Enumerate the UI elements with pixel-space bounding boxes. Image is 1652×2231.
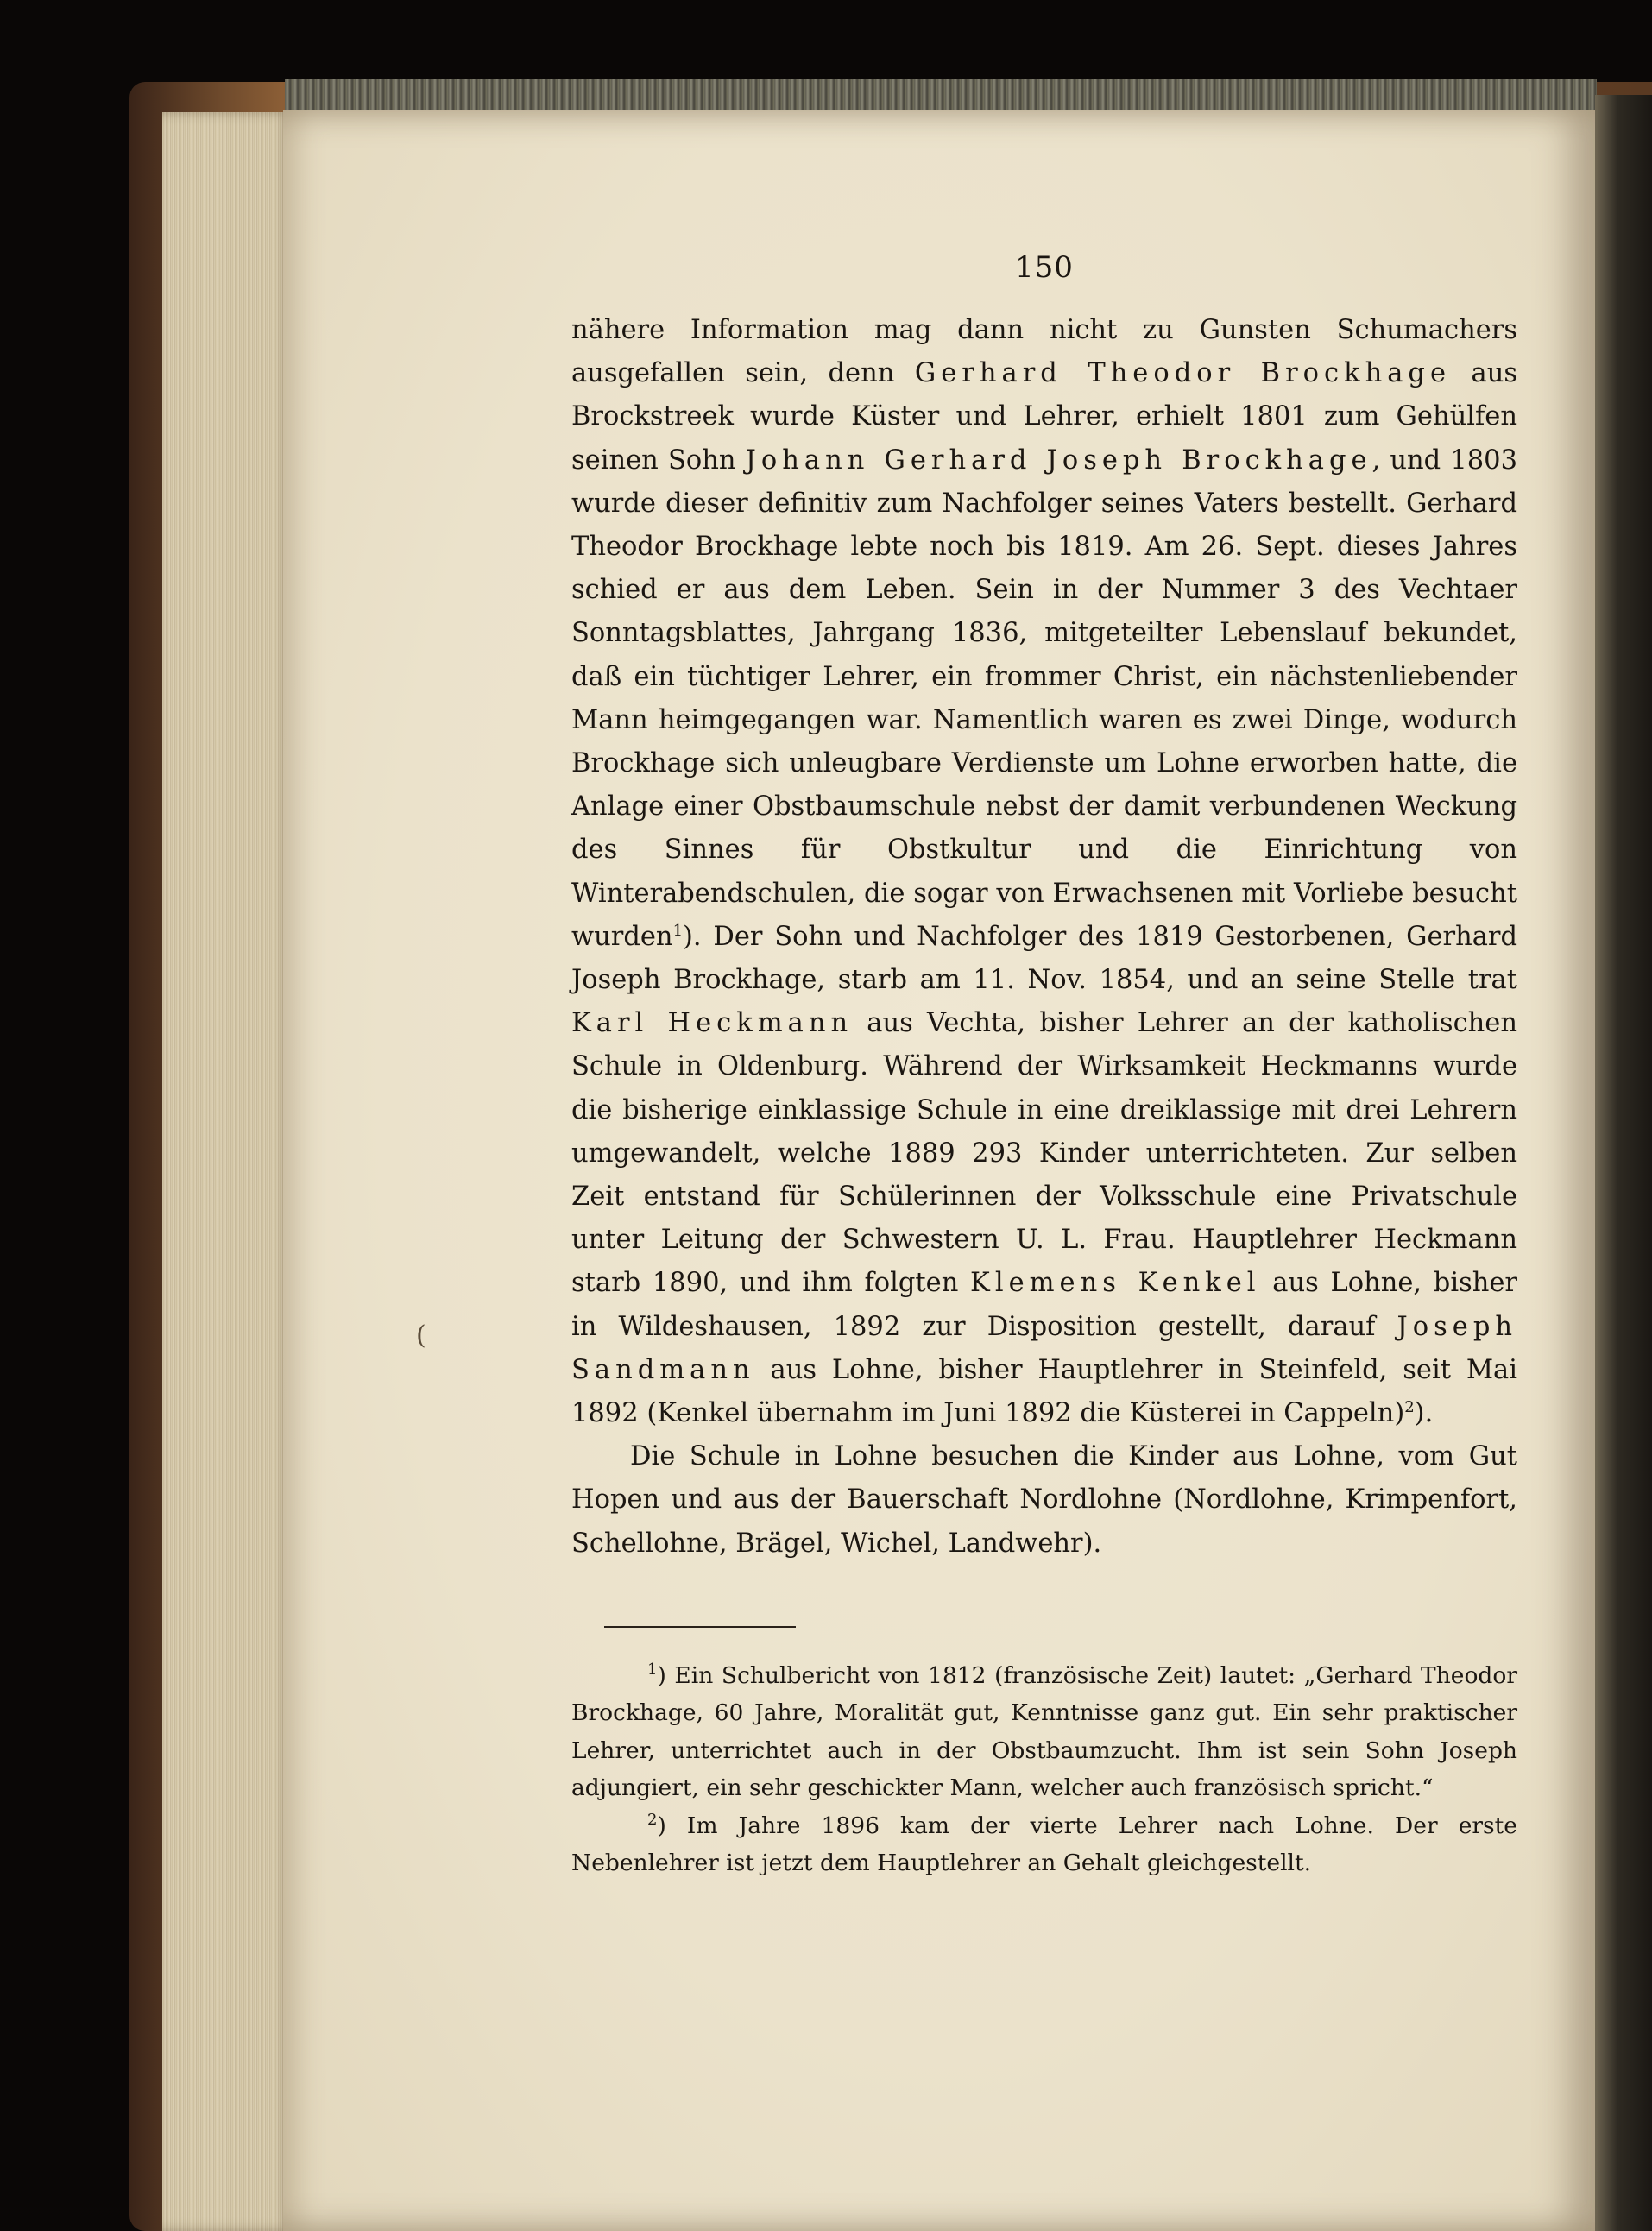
- footnote-1-text: ) Ein Schulbericht von 1812 (französische Zeit) lautet: „Gerhard Theodor Brockhage, 60 Jahre, Moralität gut, Kenntnisse ganz gut. Ein sehr praktischer Lehrer, unterrichtet auch in der Obstbaumzucht. Ihm ist sein Sohn Joseph adjungiert, ein sehr geschickter Mann, welcher auch französisch spricht.“: [571, 1661, 1517, 1802]
- body-paragraph-1: [571, 309, 1517, 1435]
- footnote-2: [571, 1807, 1517, 1882]
- footnote-marker-2: 2: [647, 1811, 658, 1830]
- text-run: aus Vechta, bisher Lehrer an der katholischen Schule in Oldenburg. Während der Wirksamkeit Heckmanns wurde die bisherige einklassige Schule in eine dreiklassige mit drei Lehrern umgewandelt, welche 1889 293 Kinder unterrichteten. Zur selben Zeit entstand für Schülerinnen der Volksschule eine Privatschule unter Leitung der Schwestern U. L. Frau. Hauptlehrer Heckmann starb 1890, und ihm folgten: [571, 1008, 1517, 1299]
- footnote-2-text: ) Im Jahre 1896 kam der vierte Lehrer nach Lohne. Der erste Nebenlehrer ist jetzt dem Hauptlehrer an Gehalt gleichgestellt.: [571, 1812, 1517, 1877]
- book-top-edge: [285, 79, 1597, 114]
- spaced-name: Johann Gerhard Joseph Brockhage: [745, 444, 1372, 476]
- footnote-ref-1: 1: [672, 921, 684, 940]
- text-run: aus Brockstreek wurde Küster und Lehrer, erhielt 1801 zum Gehülfen seinen Sohn: [571, 358, 1517, 476]
- footnote-1: [571, 1657, 1517, 1807]
- spaced-name: Joseph Sandmann: [571, 1311, 1517, 1385]
- body-paragraph-2: Die Schule in Lohne besuchen die Kinder aus Lohne, vom Gut Hopen und aus der Bauerschaft Nordlohne (Nordlohne, Krimpenfort, Schellohne, Brägel, Wichel, Landwehr).: [571, 1441, 1517, 1559]
- text-run: aus Lohne, bisher in Wildeshausen, 1892 zur Disposition gestellt, darauf: [571, 1268, 1518, 1342]
- footnote-ref-2: 2: [1404, 1397, 1415, 1416]
- spaced-name: Klemens Kenkel: [970, 1268, 1261, 1299]
- text-run: ).: [1414, 1398, 1434, 1429]
- page-number: 150: [1015, 250, 1074, 285]
- text-run: aus Lohne, bisher Hauptlehrer in Steinfeld, seit Mai 1892 (Kenkel übernahm im Juni 1892 die Küsterei in Cappeln): [571, 1354, 1517, 1429]
- text-run: ). Der Sohn und Nachfolger des 1819 Gestorbenen, Gerhard Joseph Brockhage, starb am 11. Nov. 1854, und an seine Stelle trat: [571, 921, 1517, 996]
- spaced-name: Gerhard Theodor Brockhage: [914, 358, 1452, 389]
- page-text-block: [571, 250, 1517, 1882]
- text-run: nähere Information mag dann nicht zu Gunsten Schumachers ausgefallen sein, denn: [571, 315, 1517, 389]
- spaced-name: Karl Heckmann: [571, 1008, 854, 1039]
- footnote-separator: [604, 1626, 796, 1628]
- page-edges-stack: [162, 112, 292, 2231]
- book-gutter: [1595, 95, 1652, 2231]
- page-blemish-mark: (: [416, 1320, 426, 1351]
- text-run: , und 1803 wurde dieser definitiv zum Nachfolger seines Vaters bestellt. Gerhard Theodor Brockhage lebte noch bis 1819. Am 26. Sept. dieses Jahres schied er aus dem Leben. Sein in der Nummer 3 des Vechtaer Sonntagsblattes, Jahrgang 1836, mitgeteilter Lebenslauf bekundet, daß ein tüchtiger Lehrer, ein frommer Christ, ein nächstenliebender Mann heimgegangen war. Namentlich waren es zwei Dinge, wodurch Brockhage sich unleugbare Verdienste um Lohne erworben hatte, die Anlage einer Obstbaumschule nebst der damit verbundenen Weckung des Sinnes für Obstkultur und die Einrichtung von Winterabendschulen, die sogar von Erwachsenen mit Vorliebe besucht wurden: [571, 444, 1517, 952]
- footnote-marker-1: 1: [647, 1661, 658, 1680]
